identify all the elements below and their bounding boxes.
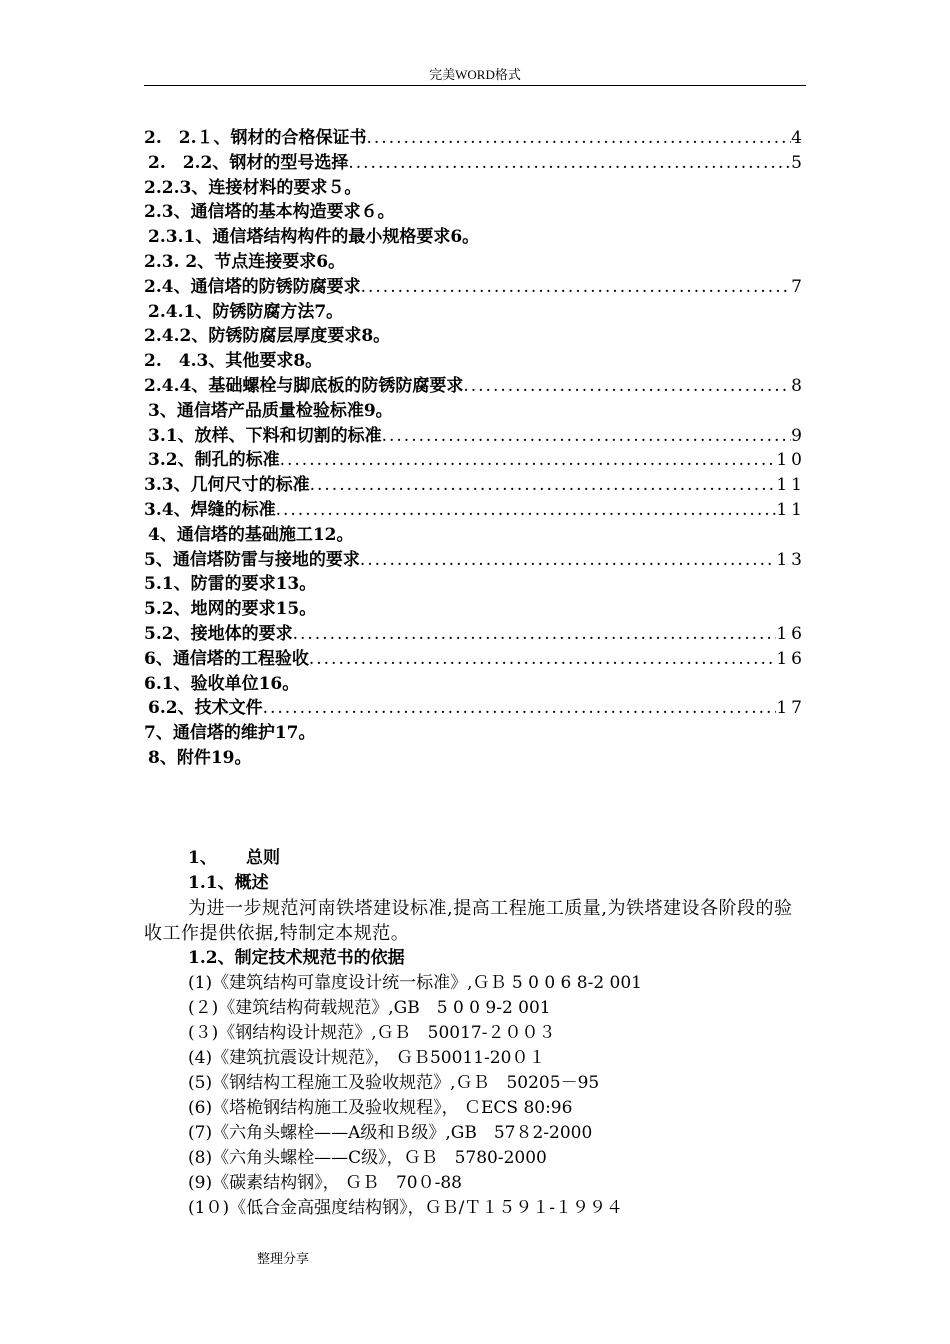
reference-item: (２)《建筑结构荷载规范》,GB 5 0 0 9-2 001 (188, 998, 551, 1018)
toc-entry-title: 3.1、放样、下料和切割的标准 (148, 425, 382, 446)
reference-item: (8)《六角头螺栓——C级》，ＧＢ 5780-2000 (188, 1148, 547, 1168)
toc-entry[interactable] (144, 126, 806, 151)
toc-entry-title: 2.3. 2、节点连接要求6。 (144, 251, 346, 272)
toc-entry[interactable] (144, 151, 806, 176)
toc-dot-leader (280, 448, 777, 473)
toc-entry[interactable] (144, 300, 806, 325)
toc-dot-leader (360, 548, 777, 573)
toc-entry-title: 2.3.1、通信塔结构构件的最小规格要求6。 (148, 227, 480, 248)
toc-entry[interactable] (144, 399, 806, 424)
toc-entry[interactable] (144, 374, 806, 399)
reference-list (144, 971, 806, 1221)
toc-entry-title: 3.4、焊缝的标准 (144, 499, 276, 520)
toc-entry-title: 4、通信塔的基础施工12。 (148, 524, 354, 545)
toc-entry-title: 2.4.2、防锈防腐层厚度要求8。 (144, 326, 391, 347)
toc-dot-leader (348, 151, 791, 176)
toc-page-number: 9 (791, 425, 806, 446)
toc-page-number: 4 (791, 128, 806, 148)
section-number: 1、 (188, 848, 217, 868)
toc-entry[interactable] (144, 647, 806, 672)
toc-entry-title: 2.3、通信塔的基本构造要求６。 (144, 202, 395, 223)
subsection-heading-overview: 1.1、概述 (188, 873, 269, 893)
toc-entry[interactable] (144, 523, 806, 548)
toc-dot-leader (276, 498, 777, 523)
toc-entry[interactable] (144, 696, 806, 721)
reference-item: (6)《塔桅钢结构施工及验收规程》， ＣECS 80:96 (188, 1098, 573, 1118)
toc-dot-leader (463, 374, 791, 399)
toc-page-number: 16 (776, 648, 806, 669)
toc-entry[interactable] (144, 275, 806, 300)
toc-entry-title: 2.4.1、防锈防腐方法7。 (148, 301, 344, 322)
toc-page-number: 11 (776, 499, 806, 520)
toc-entry-title: 3.2、制孔的标准 (148, 450, 280, 471)
toc-entry-title: 2.2.3、连接材料的要求５。 (144, 177, 362, 198)
toc-entry-title: 2. 2.2、钢材的型号选择 (148, 152, 349, 173)
toc-dot-leader (367, 126, 792, 151)
header-rule (144, 85, 806, 86)
toc-entry-title: 3、通信塔产品质量检验标准9。 (148, 400, 393, 421)
toc-entry[interactable] (144, 200, 806, 225)
toc-entry[interactable] (144, 721, 806, 746)
toc-page-number: 8 (791, 375, 806, 396)
section-title: 总则 (246, 848, 280, 868)
reference-item: (1)《建筑结构可靠度设计统一标准》,ＧＢ 5 0 0 6 8-2 001 (188, 973, 642, 993)
toc-entry-title: 5.2、接地体的要求 (144, 623, 293, 644)
toc-entry-title: 3.3、几何尺寸的标准 (144, 475, 310, 496)
toc-entry-title: 7、通信塔的维护17。 (144, 723, 316, 744)
overview-paragraph: 为进一步规范河南铁塔建设标准,提高工程施工质量,为铁塔建设各阶段的验收工作提供依据,特制定本规范。 (144, 898, 793, 944)
toc-entry-title: 5、通信塔防雷与接地的要求 (144, 549, 360, 570)
toc-entry[interactable] (144, 448, 806, 473)
reference-item: (5)《钢结构工程施工及验收规范》,ＧＢ 50205－95 (188, 1073, 600, 1093)
toc-entry[interactable] (144, 672, 806, 697)
toc-entry[interactable] (144, 225, 806, 250)
reference-item: (1０)《低合金高强度结构钢》，ＧＢ/Ｔ１５９１-１９９４ (188, 1198, 624, 1218)
toc-entry-title: 2.4.4、基础螺栓与脚底板的防锈防腐要求 (144, 375, 464, 396)
toc-entry-title: 2.4、通信塔的防锈防腐要求 (144, 276, 361, 297)
toc-entry[interactable] (144, 622, 806, 647)
toc-page-number: 16 (776, 623, 806, 644)
toc-dot-leader (293, 622, 777, 647)
toc-entry-title: 2. 4.3、其他要求8。 (144, 351, 323, 372)
toc-page-number: 11 (776, 475, 806, 496)
toc-entry[interactable] (144, 250, 806, 275)
toc-entry[interactable] (144, 349, 806, 374)
toc-entry[interactable] (144, 176, 806, 201)
reference-item: (9)《碳素结构钢》， ＧＢ 70０-88 (188, 1173, 462, 1193)
toc-dot-leader (382, 424, 792, 449)
section-1 (144, 845, 806, 1221)
toc-dot-leader (310, 473, 777, 498)
toc-entry[interactable] (144, 597, 806, 622)
toc-page-number: 7 (791, 276, 806, 297)
toc-entry-title: 6、通信塔的工程验收 (144, 648, 309, 669)
toc-page-number: 10 (776, 450, 806, 471)
table-of-contents (144, 126, 806, 771)
toc-entry[interactable] (144, 424, 806, 449)
toc-page-number: 17 (776, 698, 806, 719)
toc-page-number: 13 (776, 549, 806, 570)
reference-item: (３)《钢结构设计规范》,ＧＢ 50017-２００３ (188, 1023, 556, 1043)
section-heading (144, 845, 806, 871)
toc-entry[interactable] (144, 473, 806, 498)
toc-entry-title: 6.1、验收单位16。 (144, 673, 300, 694)
page-header: 完美WORD格式 (429, 67, 521, 82)
subsection-heading-basis: 1.2、制定技术规范书的依据 (188, 948, 405, 968)
reference-item: (7)《六角头螺栓——A级和Ｂ级》,GB 57８2-2000 (188, 1123, 593, 1143)
toc-entry-title: 5.1、防雷的要求13。 (144, 574, 317, 595)
toc-dot-leader (309, 647, 777, 672)
toc-entry-title: 5.2、地网的要求15。 (144, 599, 317, 620)
toc-dot-leader (263, 696, 777, 721)
reference-item: (4)《建筑抗震设计规范》， ＧＢ50011-20０１ (188, 1048, 546, 1068)
toc-entry[interactable] (144, 572, 806, 597)
toc-entry[interactable] (144, 746, 806, 771)
toc-entry-title: 6.2、技术文件 (148, 698, 263, 719)
toc-page-number: 5 (791, 152, 806, 173)
toc-entry-title: 8、附件19。 (148, 747, 252, 768)
toc-entry[interactable] (144, 498, 806, 523)
page-footer: 整理分享 (257, 1252, 310, 1267)
toc-dot-leader (361, 275, 792, 300)
toc-entry[interactable] (144, 548, 806, 573)
toc-entry-title: 2. 2.１、钢材的合格保证书 (144, 128, 367, 148)
toc-entry[interactable] (144, 324, 806, 349)
